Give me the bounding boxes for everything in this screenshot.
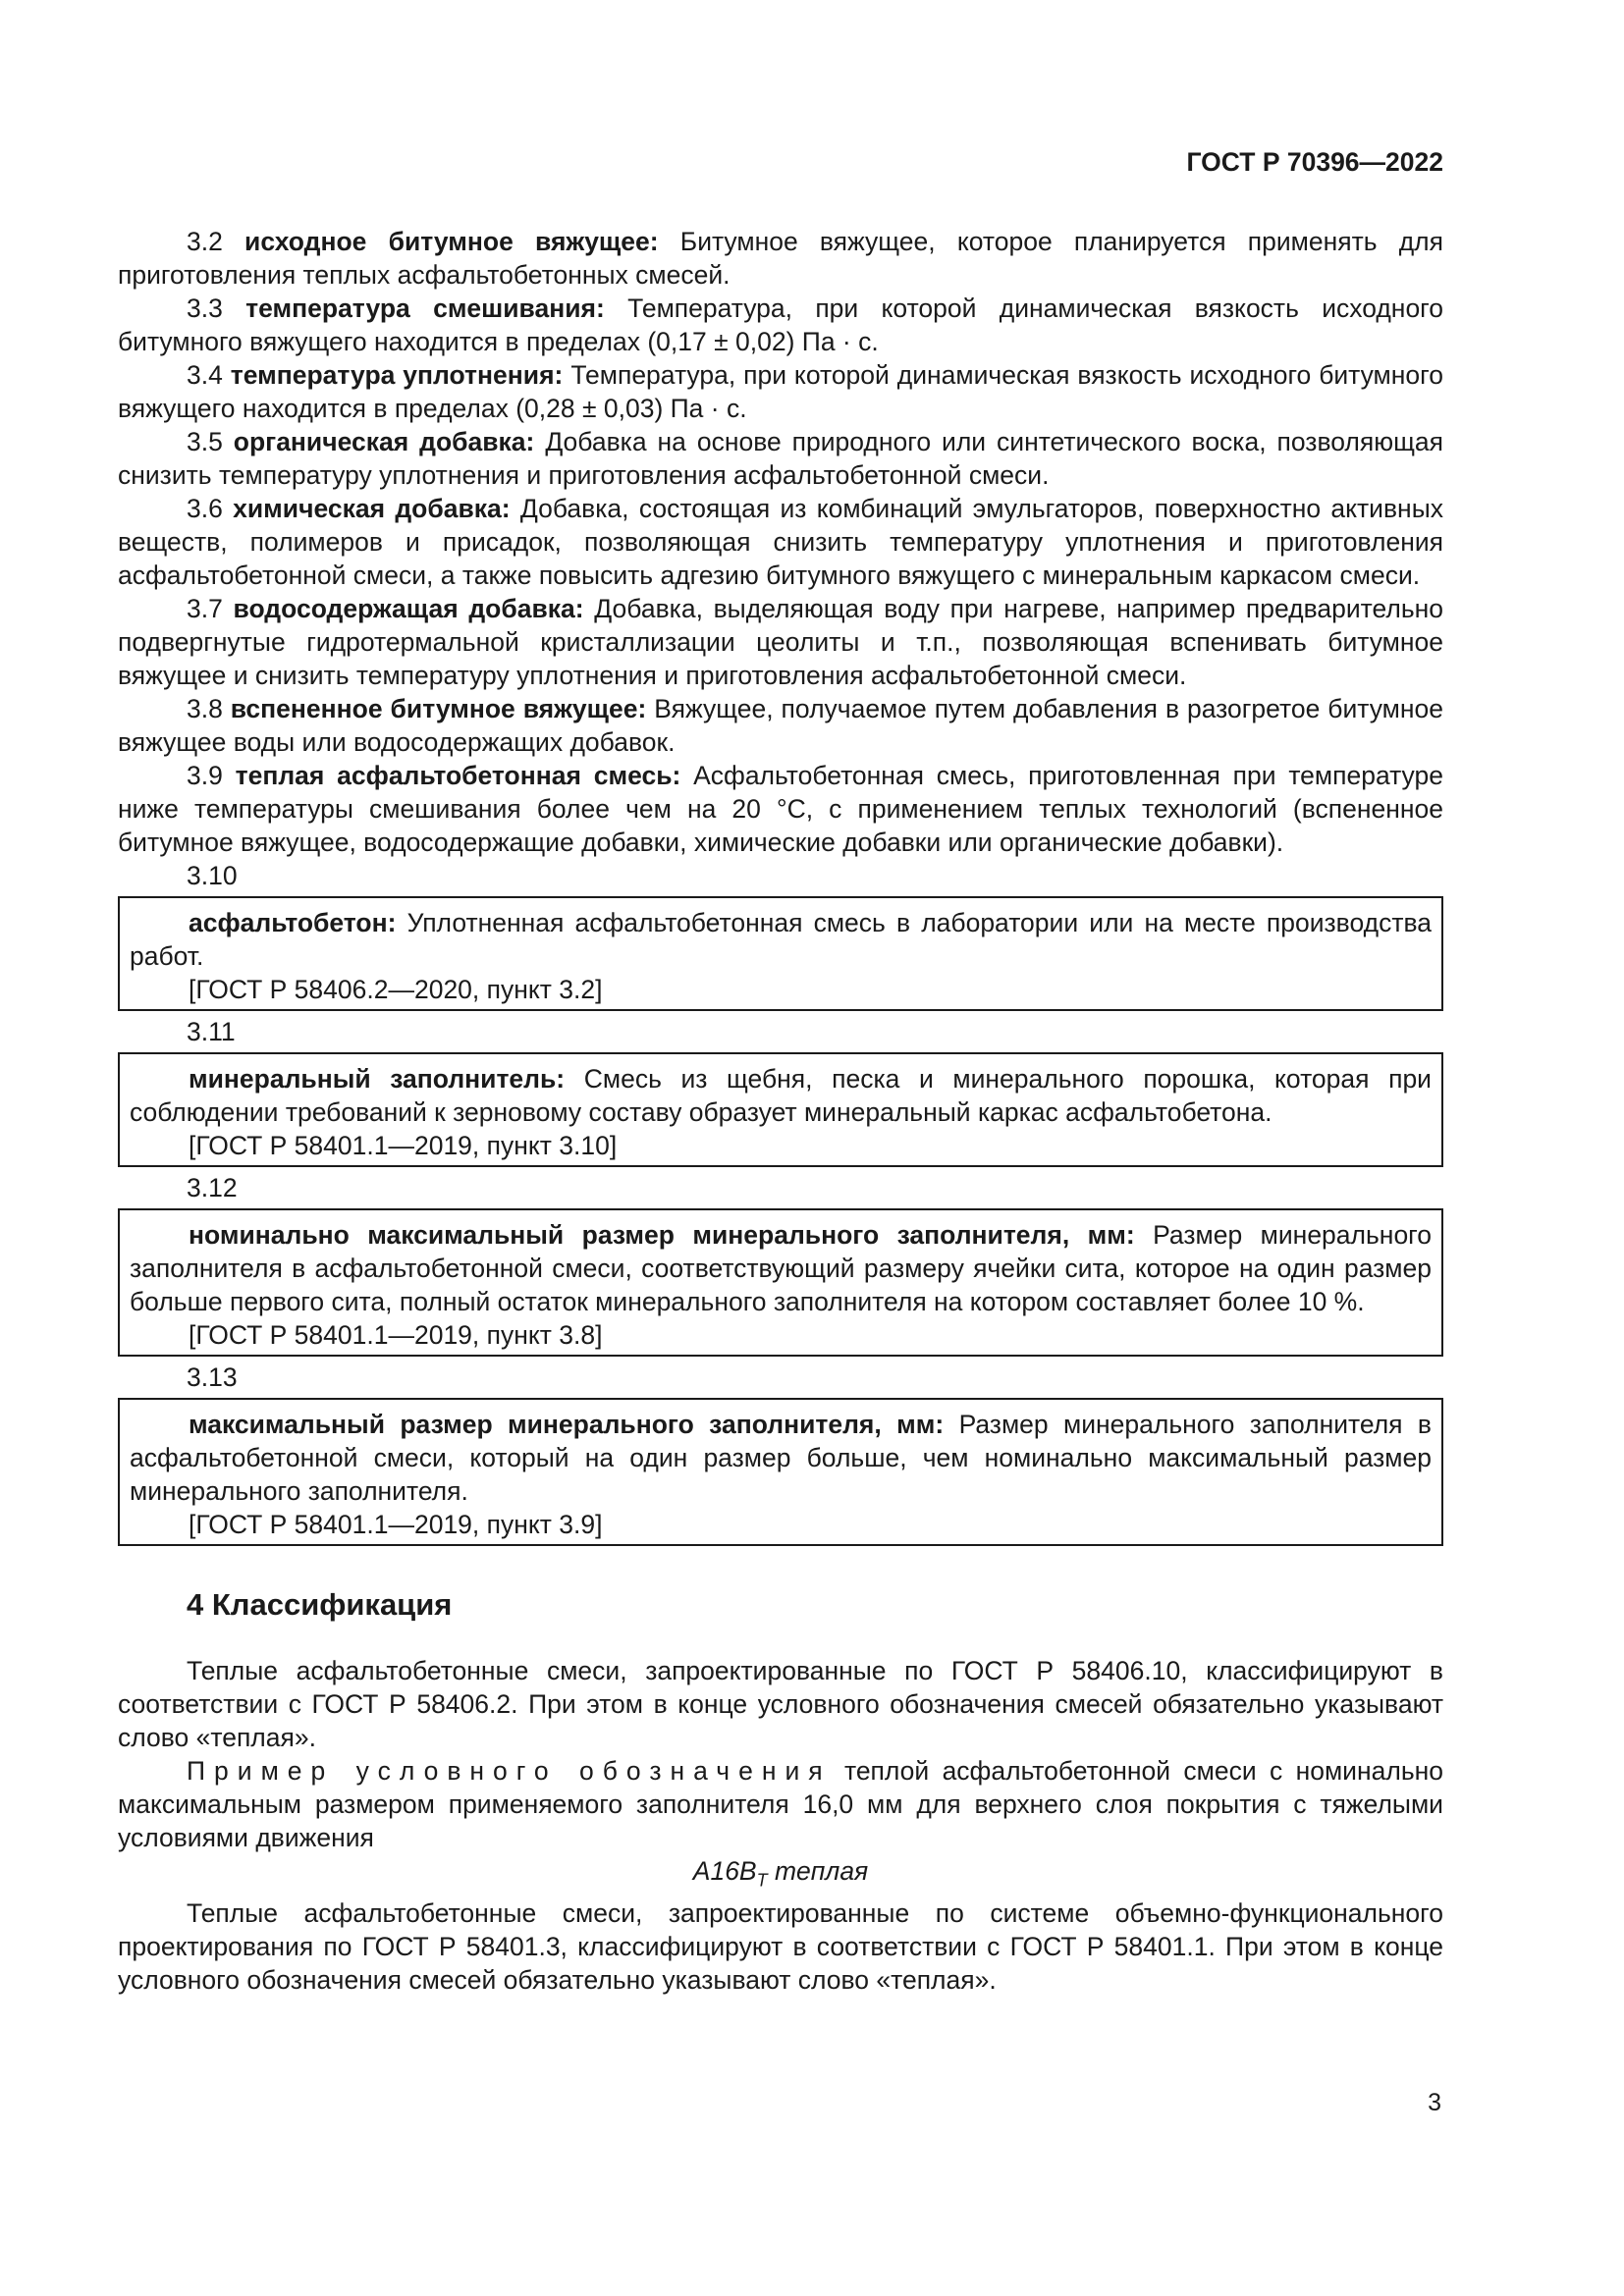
boxed-terms-list <box>118 859 1443 1546</box>
boxed-term-definition: Размер минерального заполнителя в асфальтобетонной смеси, соответствующий размеру ячейки сита, которое на один размер больше первого сита, полный остаток минерального заполнителя на котором составляет более 10 %. <box>130 1220 1432 1316</box>
term-title: температура смешивания: <box>245 294 605 323</box>
document-body <box>118 225 1443 1997</box>
boxed-term-title: номинально максимальный размер минерального заполнителя, мм: <box>189 1220 1135 1250</box>
boxed-term <box>118 896 1443 1011</box>
term-number: 3.3 <box>187 294 223 323</box>
boxed-term <box>118 1398 1443 1546</box>
term-title: температура уплотнения: <box>230 360 564 390</box>
term-definition: Битумное вяжущее, которое планируется применять для приготовления теплых асфальтобетонных смесей. <box>118 227 1443 290</box>
boxed-term-number: 3.10 <box>187 861 238 890</box>
term-title: органическая добавка: <box>233 427 535 456</box>
boxed-term-text <box>130 906 1432 973</box>
boxed-term-reference: [ГОСТ Р 58406.2—2020, пункт 3.2] <box>189 975 603 1004</box>
section-paragraph-2: Теплые асфальтобетонные смеси, запроектированные по системе объемно-функционального проектирования по ГОСТ Р 58401.3, классифицируют в соответствии с ГОСТ Р 58401.1. При этом в конце условного обозначения смесей обязательно указывают слово «теплая». <box>118 1898 1443 1996</box>
document-header: ГОСТ Р 70396—2022 <box>1186 147 1443 177</box>
term-title: вспененное битумное вяжущее: <box>230 694 647 723</box>
formula-subscript: Т <box>756 1870 768 1891</box>
term-number: 3.7 <box>187 594 223 623</box>
formula-tail: теплая <box>767 1856 869 1886</box>
term-number: 3.2 <box>187 227 223 256</box>
term-item <box>118 225 1443 292</box>
term-definition: Вяжущее, получаемое путем добавления в разогретое битумное вяжущее воды или водосодержащих добавок. <box>118 694 1443 757</box>
boxed-term-definition: Размер минерального заполнителя в асфальтобетонной смеси, который на один размер больше, чем номинально максимальный размер минерального заполнителя. <box>130 1410 1432 1506</box>
boxed-term-number: 3.12 <box>187 1173 238 1202</box>
example-paragraph <box>118 1754 1443 1854</box>
boxed-term-reference: [ГОСТ Р 58401.1—2019, пункт 3.10] <box>189 1131 618 1160</box>
boxed-term-number: 3.13 <box>187 1362 238 1392</box>
term-definition: Температура, при которой динамическая вязкость исходного битумного вяжущего находится в пределах (0,17 ± 0,02) Па · с. <box>118 294 1444 356</box>
boxed-term-number: 3.11 <box>187 1017 236 1046</box>
term-definition: Добавка, состоящая из комбинаций эмульгаторов, поверхностно активных веществ, полимеров и присадок, позволяющая снизить температуру уплотнения и приготовления асфальтобетонной смеси, а также повысить адгезию битумного вяжущего с минеральным каркасом смеси. <box>118 494 1443 590</box>
term-number: 3.5 <box>187 427 223 456</box>
term-title: химическая добавка: <box>233 494 511 523</box>
boxed-term <box>118 1208 1443 1357</box>
term-title: теплая асфальтобетонная смесь: <box>235 761 681 790</box>
term-item <box>118 592 1443 692</box>
boxed-term-reference: [ГОСТ Р 58401.1—2019, пункт 3.8] <box>189 1320 603 1350</box>
term-definition: Добавка, выделяющая воду при нагреве, например предварительно подвергнутые гидротермальной кристаллизации цеолиты и т.п., позволяющая вспенивать битумное вяжущее и снизить температуру уплотнения и приготовления асфальтобетонной смеси. <box>118 594 1443 690</box>
formula-main: А16В <box>692 1856 757 1886</box>
term-number: 3.4 <box>187 360 223 390</box>
term-title: исходное битумное вяжущее: <box>244 227 659 256</box>
section-title: 4 Классификация <box>187 1587 453 1622</box>
term-item <box>118 292 1443 358</box>
term-number: 3.6 <box>187 494 223 523</box>
term-definition: Добавка на основе природного или синтетического воска, позволяющая снизить температуру уплотнения и приготовления асфальтобетонной смеси. <box>118 427 1443 490</box>
term-item <box>118 692 1443 759</box>
example-text: теплой асфальтобетонной смеси с номинально максимальным размером применяемого заполнителя 16,0 мм для верхнего слоя покрытия с тяжелыми условиями движения <box>118 1756 1444 1852</box>
term-definition: Асфальтобетонная смесь, приготовленная при температуре ниже температуры смешивания более чем на 20 °С, с применением теплых технологий (вспененное битумное вяжущее, водосодержащие добавки, химические добавки или органические добавки). <box>118 761 1443 857</box>
section-paragraph-1: Теплые асфальтобетонные смеси, запроектированные по ГОСТ Р 58406.10, классифицируют в соответствии с ГОСТ Р 58406.2. При этом в конце условного обозначения смесей обязательно указывают слово «теплая». <box>118 1656 1443 1752</box>
term-item <box>118 358 1443 425</box>
boxed-term-text <box>130 1062 1432 1129</box>
boxed-term-title: асфальтобетон: <box>189 908 397 937</box>
designation-formula <box>118 1854 1443 1896</box>
boxed-term-reference: [ГОСТ Р 58401.1—2019, пункт 3.9] <box>189 1510 603 1539</box>
boxed-term-text <box>130 1408 1432 1508</box>
term-number: 3.8 <box>187 694 223 723</box>
example-label: Пример условного обозначения <box>187 1756 832 1786</box>
boxed-term-definition: Уплотненная асфальтобетонная смесь в лаборатории или на месте производства работ. <box>130 908 1432 971</box>
boxed-term-title: минеральный заполнитель: <box>189 1064 566 1094</box>
boxed-term-definition: Смесь из щебня, песка и минерального порошка, которая при соблюдении требований к зерновому составу образует минеральный каркас асфальтобетона. <box>130 1064 1432 1127</box>
boxed-term-title: максимальный размер минерального заполнителя, мм: <box>189 1410 945 1439</box>
term-number: 3.9 <box>187 761 223 790</box>
term-item <box>118 425 1443 492</box>
page-number: 3 <box>1428 2089 1441 2116</box>
terms-list <box>118 225 1443 859</box>
boxed-term <box>118 1052 1443 1167</box>
term-item <box>118 492 1443 592</box>
term-definition: Температура, при которой динамическая вязкость исходного битумного вяжущего находится в пределах (0,28 ± 0,03) Па · с. <box>118 360 1443 423</box>
term-item <box>118 759 1443 859</box>
term-title: водосодержащая добавка: <box>233 594 584 623</box>
boxed-term-text <box>130 1218 1432 1318</box>
